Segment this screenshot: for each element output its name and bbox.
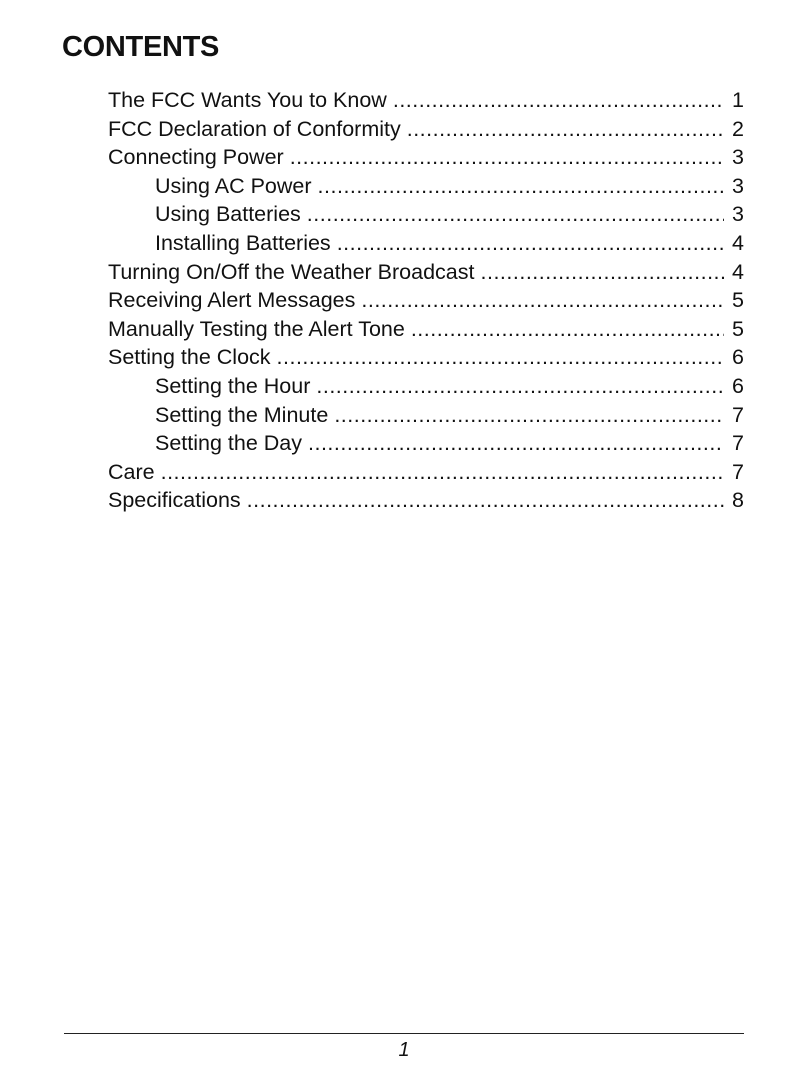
toc-subentry[interactable] <box>108 229 744 258</box>
toc-entry[interactable] <box>108 143 744 172</box>
dot-leader <box>407 115 724 144</box>
toc-entry-title: Setting the Minute <box>155 402 329 427</box>
dot-leader <box>290 143 724 172</box>
page-title: CONTENTS <box>62 31 220 63</box>
footer-divider <box>64 1033 744 1034</box>
toc-entry-title: Specifications <box>108 488 241 513</box>
toc-subentry[interactable] <box>108 401 744 430</box>
dot-leader <box>308 429 724 458</box>
dot-leader <box>318 172 724 201</box>
toc-entry-page: 8 <box>732 488 744 513</box>
toc-entry[interactable] <box>108 343 744 372</box>
page-number: 1 <box>398 1039 410 1061</box>
toc-entry-page: 5 <box>732 288 744 313</box>
toc-entry-title: Turning On/Off the Weather Broadcast <box>108 259 475 284</box>
toc-entry-page: 1 <box>732 88 744 112</box>
toc-entry-title: The FCC Wants You to Know <box>108 88 387 112</box>
dot-leader <box>481 258 725 287</box>
dot-leader <box>277 343 725 372</box>
toc-subentry[interactable] <box>108 200 744 229</box>
toc-entry-page: 7 <box>732 459 744 484</box>
toc-entry[interactable] <box>108 286 744 315</box>
toc-entry-title: Using AC Power <box>155 173 312 198</box>
toc-entry-page: 6 <box>732 373 744 398</box>
toc-entry[interactable] <box>108 86 744 115</box>
toc-entry-page: 7 <box>732 402 744 427</box>
toc-entry-page: 3 <box>732 145 744 170</box>
toc-entry[interactable] <box>108 258 744 287</box>
toc-entry-page: 7 <box>732 431 744 456</box>
dot-leader <box>361 286 724 315</box>
toc-subentry[interactable] <box>108 372 744 401</box>
toc-entry-page: 3 <box>732 202 744 227</box>
toc-entry[interactable] <box>108 315 744 344</box>
dot-leader <box>393 86 724 115</box>
toc-entry-title: Installing Batteries <box>155 230 331 255</box>
dot-leader <box>411 315 724 344</box>
toc-entry-page: 4 <box>732 259 744 284</box>
toc-entry-title: Setting the Clock <box>108 345 271 370</box>
toc-entry-title: Connecting Power <box>108 145 284 170</box>
dot-leader <box>334 401 724 430</box>
toc-entry[interactable] <box>108 458 744 487</box>
toc-entry[interactable] <box>108 486 744 515</box>
toc-subentry[interactable] <box>108 172 744 201</box>
toc-entry-title: Care <box>108 459 155 484</box>
toc-entry-page: 6 <box>732 345 744 370</box>
toc-entry-page: 2 <box>732 116 744 141</box>
toc-entry-page: 5 <box>732 316 744 341</box>
toc-entry-title: Using Batteries <box>155 202 301 227</box>
toc-entry-title: Manually Testing the Alert Tone <box>108 316 405 341</box>
toc-entry-title: Setting the Hour <box>155 373 311 398</box>
toc-subentry[interactable] <box>108 429 744 458</box>
dot-leader <box>161 458 724 487</box>
toc-entry-page: 4 <box>732 230 744 255</box>
dot-leader <box>307 200 724 229</box>
toc-entry-title: Setting the Day <box>155 431 303 456</box>
toc-entry-title: FCC Declaration of Conformity <box>108 116 401 141</box>
dot-leader <box>316 372 724 401</box>
dot-leader <box>337 229 724 258</box>
toc-entry[interactable] <box>108 115 744 144</box>
dot-leader <box>247 486 724 515</box>
table-of-contents <box>108 86 744 515</box>
toc-entry-title: Receiving Alert Messages <box>108 288 356 313</box>
toc-entry-page: 3 <box>732 173 744 198</box>
